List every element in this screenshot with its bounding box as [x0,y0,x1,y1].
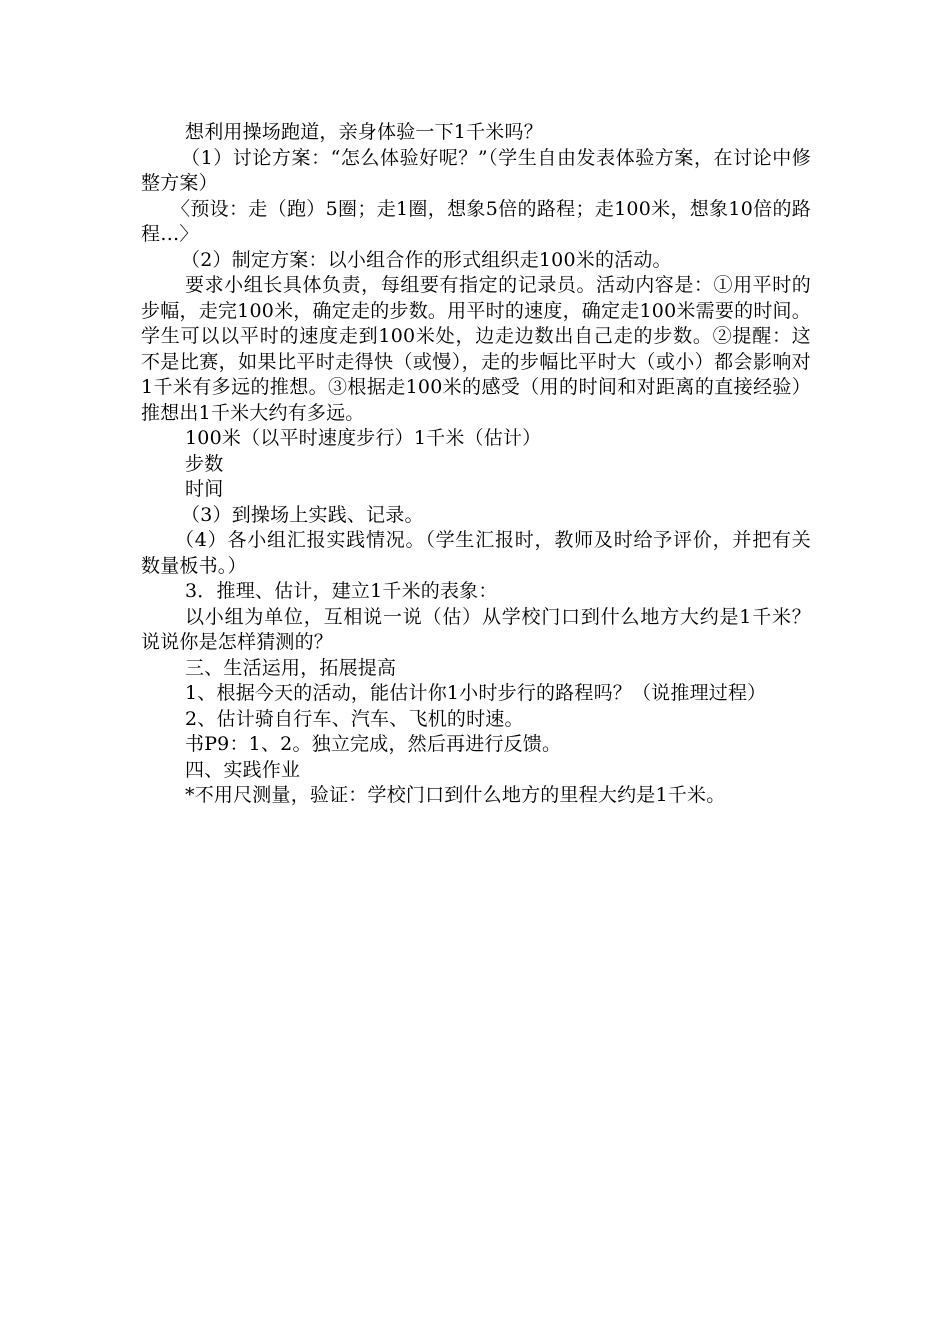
document-body [141,120,811,809]
preset-note: 〈预设：走（跑）5圈；走1圈，想象5倍的路程；走100米，想象10倍的路程…〉 [141,197,811,245]
life-task-2: 2、估计骑自行车、汽车、飞机的时速。 [185,707,524,730]
section-three-heading: 三、生活运用，拓展提高 [185,656,397,679]
life-task-1: 1、根据今天的活动，能估计你1小时步行的路程吗？（说推理过程） [185,682,767,704]
activity-requirements: 要求小组长具体负责，每组要有指定的记录员。活动内容是：①用平时的步幅，走完100米，确定走的步数。用平时的速度，确定走100米需要的时间。学生可以以平时的速度走到100米处，边走边数出自己走的步数。②提醒：这不是比赛，如果比平时走得快（或慢），走的步幅比平时大（或小）都会影响对1千米有多远的推想。③根据走100米的感受（用的时间和对距离的直接经验）推想出1千米大约有多远。 [141,274,811,424]
group-estimate-task: 以小组为单位，互相说一说（估）从学校门口到什么地方大约是1千米？说说你是怎样猜测的？ [141,605,811,653]
textbook-exercise: 书P9：1、2。独立完成，然后再进行反馈。 [185,733,562,755]
step-make-plan: （2）制定方案：以小组合作的形式组织走100米的活动。 [181,248,672,271]
record-row-steps: 步数 [185,452,224,475]
step-practice: （3）到操场上实践、记录。 [181,503,424,526]
step-report: （4）各小组汇报实践情况。（学生汇报时，教师及时给予评价，并把有关数量板书。） [141,529,811,577]
practice-homework: *不用尺测量，验证：学校门口到什么地方的里程大约是1千米。 [185,784,726,806]
intro-question: 想利用操场跑道，亲身体验一下1千米吗？ [185,121,543,143]
step-discuss-plan: （1）讨论方案：“怎么体验好呢？”（学生自由发表体验方案，在讨论中修整方案） [141,146,811,194]
record-table-header: 100米（以平时速度步行）1千米（估计） [185,427,542,449]
record-row-time: 时间 [185,478,224,500]
section-four-heading: 四、实践作业 [185,758,301,781]
section-reasoning: 3．推理、估计，建立1千米的表象： [185,580,498,602]
